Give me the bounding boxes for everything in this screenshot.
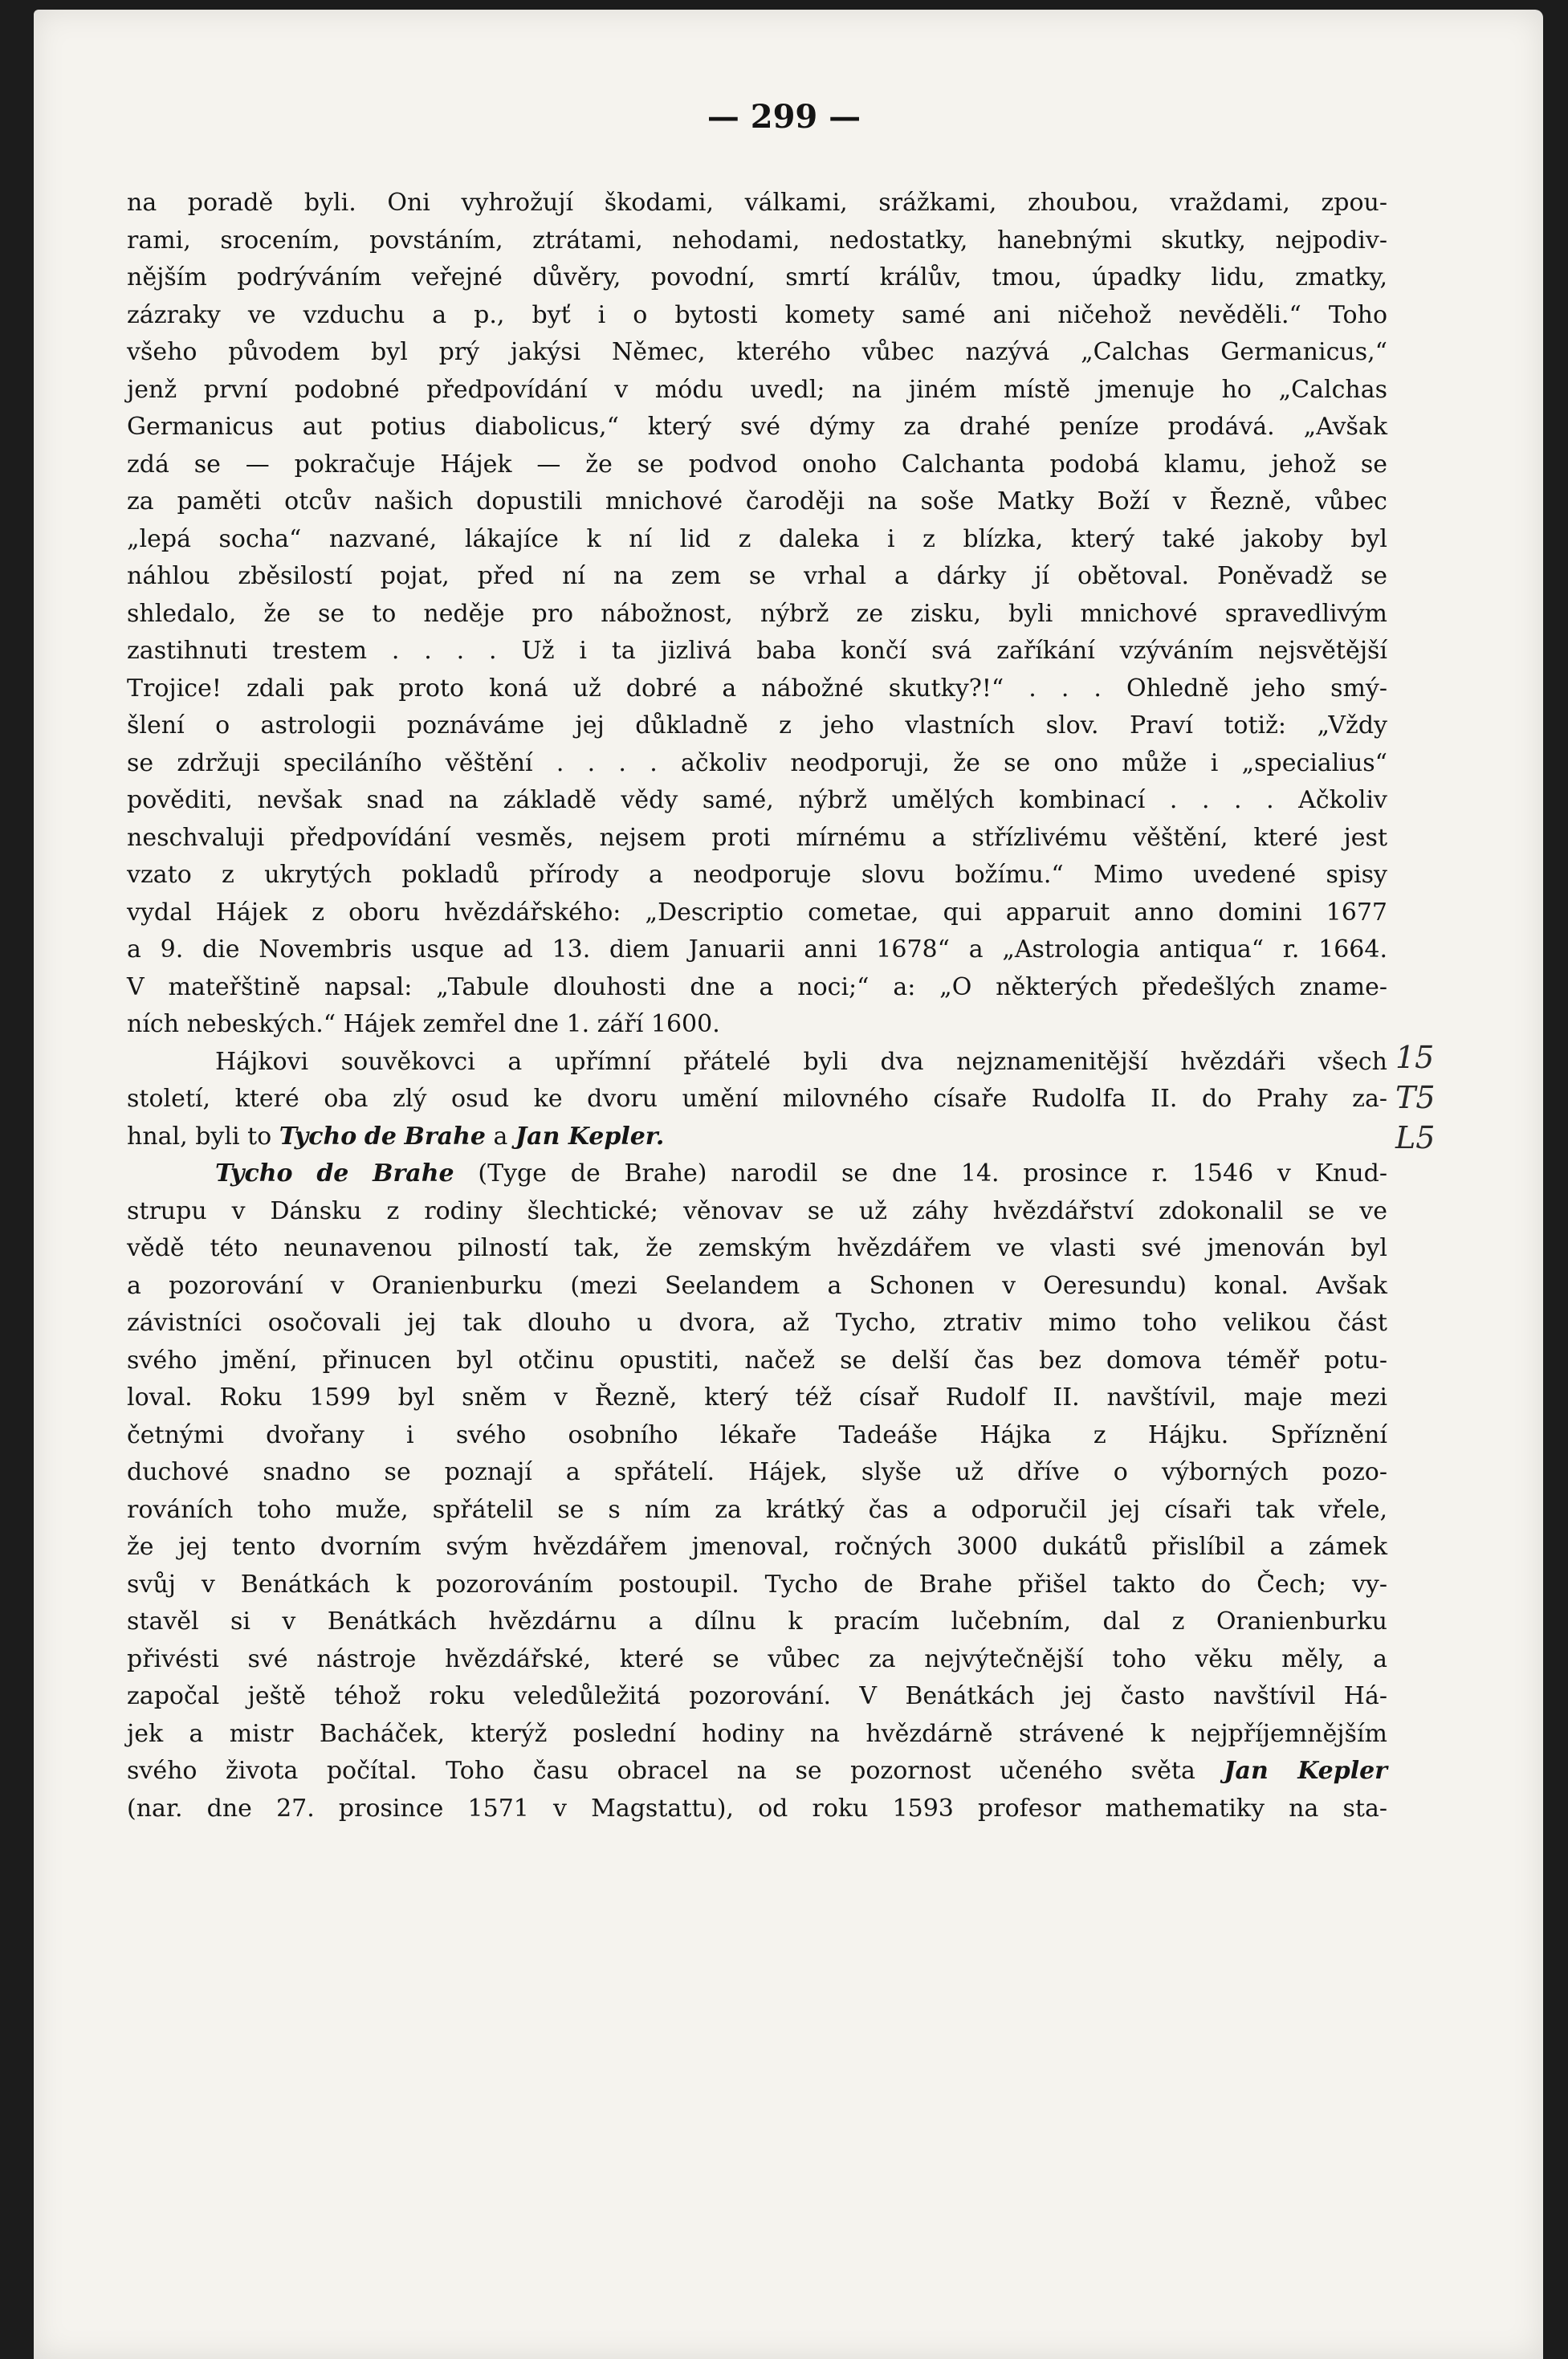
text-line: náhlou zběsilostí pojat, před ní na zem se vrhal a dárky jí obětoval. Poněvadž se xyxy=(127,562,1387,590)
page-number: — 299 — xyxy=(707,98,861,136)
margin-note: T5 xyxy=(1395,1080,1436,1115)
text-line-names xyxy=(127,1753,1387,1791)
margin-note: 15 xyxy=(1395,1040,1435,1075)
paragraph-start-line xyxy=(127,1155,1387,1193)
text-line: Trojice! zdali pak proto koná už dobré a nábožné skutky?!“ . . . Ohledně jeho smý- xyxy=(127,674,1387,703)
text-line: svého jmění, přinucen byl otčinu opustiti, načež se delší čas bez domova téměř potu- xyxy=(127,1346,1387,1375)
name-tycho: Tycho xyxy=(279,1122,357,1151)
text-line: na poradě byli. Oni vyhrožují škodami, válkami, srážkami, zhoubou, vraždami, zpou- xyxy=(127,189,1387,217)
text-line: Germanicus aut potius diabolicus,“ který své dýmy za drahé peníze prodává. „Avšak xyxy=(127,413,1387,441)
text-line: a 9. die Novembris usque ad 13. diem Januarii anni 1678“ a „Astrologia antiqua“ r. 1664. xyxy=(127,935,1387,964)
margin-note: L5 xyxy=(1395,1120,1436,1155)
text-line: přivésti své nástroje hvězdářské, které se vůbec za nejvýtečnější toho věku měly, a xyxy=(127,1644,1387,1673)
name-de: de xyxy=(364,1122,397,1151)
text-line: loval. Roku 1599 byl sněm v Řezně, který též císař Rudolf II. navštívil, maje mezi xyxy=(127,1383,1387,1412)
text-line: V mateřštině napsal: „Tabule dlouhosti dne a noci;“ a: „O některých předešlých zname- xyxy=(127,972,1387,1001)
text-line: započal ještě téhož roku veledůležitá pozorování. V Benátkách jej často navštívil Há- xyxy=(127,1682,1387,1710)
name-tycho: Tycho xyxy=(215,1159,293,1188)
paragraph-start-line: Hájkovi souvěkovci a upřímní přátelé byli dva nejznamenitější hvězdáři všech xyxy=(215,1047,1387,1076)
text-line: pověditi, nevšak snad na základě vědy samé, nýbrž umělých kombinací . . . . Ačkoliv xyxy=(127,786,1387,814)
text-line: stavěl si v Benátkách hvězdárnu a dílnu k pracím lučebním, dal z Oranienburku xyxy=(127,1607,1387,1636)
name-brahe: Brahe xyxy=(373,1159,454,1188)
text-line: vzato z ukrytých pokladů přírody a neodporuje slovu božímu.“ Mimo uvedené spisy xyxy=(127,861,1387,889)
text-line: všeho původem byl prý jakýsi Němec, kterého vůbec nazývá „Calchas Germanicus,“ xyxy=(127,338,1387,366)
text-fragment: svého života počítal. Toho času obracel na se pozornost učeného světa xyxy=(127,1757,1224,1785)
text-fragment: (Tyge de Brahe) narodil se dne 14. prosince r. 1546 v Knud- xyxy=(478,1159,1388,1188)
text-line: vydal Hájek z oboru hvězdářského: „Descriptio cometae, qui apparuit anno domini 1677 xyxy=(127,898,1387,927)
conjunction: a xyxy=(493,1122,508,1151)
text-line: „lepá socha“ nazvané, lákajíce k ní lid z daleka i z blízka, který také jakoby byl xyxy=(127,524,1387,553)
text-line: že jej tento dvorním svým hvězdářem jmenoval, ročných 3000 dukátů přislíbil a zámek xyxy=(127,1533,1387,1561)
text-line: strupu v Dánsku z rodiny šlechtické; věnovav se už záhy hvězdářství zdokonalil se ve xyxy=(127,1196,1387,1225)
name-de: de xyxy=(316,1159,349,1188)
text-line: se zdržuji speciláního věštění . . . . ačkoliv neodporuji, že se ono může i „specialius“ xyxy=(127,748,1387,777)
name-brahe: Brahe xyxy=(404,1122,486,1151)
text-line: ních nebeských.“ Hájek zemřel dne 1. září 1600. xyxy=(127,1010,720,1038)
text-line: neschvaluji předpovídání vesměs, nejsem proti mírnému a střízlivému věštění, které jest xyxy=(127,823,1387,852)
text-line: duchové snadno se poznají a spřátelí. Hájek, slyše už dříve o výborných pozo- xyxy=(127,1458,1387,1486)
body-text xyxy=(127,185,1387,1827)
text-line: století, které oba zlý osud ke dvoru umění milovného císaře Rudolfa II. do Prahy za- xyxy=(127,1085,1387,1113)
text-line: rováních toho muže, spřátelil se s ním za krátký čas a odporučil jej císaři tak vřele, xyxy=(127,1495,1387,1524)
text-line: svůj v Benátkách k pozorováním postoupil. Tycho de Brahe přišel takto do Čech; vy- xyxy=(127,1570,1387,1599)
text-line: četnými dvořany i svého osobního lékaře Tadeáše Hájka z Hájku. Spříznění xyxy=(127,1420,1387,1449)
text-line: vědě této neunavenou pilností tak, že zemským hvězdářem ve vlasti své jmenován byl xyxy=(127,1234,1387,1262)
text-line: a pozorování v Oranienburku (mezi Seelandem a Schonen v Oeresundu) konal. Avšak xyxy=(127,1271,1387,1300)
text-line: šlení o astrologii poznáváme jej důkladně z jeho vlastních slov. Praví totiž: „Vždy xyxy=(127,711,1387,739)
text-line: jek a mistr Bacháček, kterýž poslední hodiny na hvězdárně strávené k nejpříjemnějším xyxy=(127,1719,1387,1748)
name-kepler: Jan Kepler xyxy=(1224,1757,1387,1785)
text-line: zázraky ve vzduchu a p., byť i o bytosti komety samé ani ničehož nevěděli.“ Toho xyxy=(127,300,1387,329)
text-line: zdá se — pokračuje Hájek — že se podvod onoho Calchanta podobá klamu, jehož se xyxy=(127,450,1387,479)
text-line: rami, srocením, povstáním, ztrátami, nehodami, nedostatky, hanebnými skutky, nejpodiv- xyxy=(127,226,1387,255)
text-line: nějším podrýváním veřejné důvěry, povodní, smrtí králův, tmou, úpadky lidu, zmatky, xyxy=(127,263,1387,291)
text-line: za paměti otcův našich dopustili mnichové čaroději na soše Matky Boží v Řezně, vůbec xyxy=(127,487,1387,515)
text-fragment: hnal, byli to xyxy=(127,1122,279,1151)
text-line-names xyxy=(127,1118,1387,1156)
name-kepler: Jan Kepler. xyxy=(515,1122,665,1151)
text-line: závistníci osočovali jej tak dlouho u dvora, až Tycho, ztrativ mimo toho velikou část xyxy=(127,1309,1387,1337)
text-line: (nar. dne 27. prosince 1571 v Magstattu), od roku 1593 profesor mathematiky na sta- xyxy=(127,1794,1387,1823)
text-line: shledalo, že se to neděje pro nábožnost, nýbrž ze zisku, byli mnichové spravedlivým xyxy=(127,599,1387,628)
text-line: jenž první podobné předpovídání v módu uvedl; na jiném místě jmenuje ho „Calchas xyxy=(127,375,1387,404)
text-line: zastihnuti trestem . . . . Už i ta jizlivá baba končí svá zaříkání vzýváním nejsvětější xyxy=(127,637,1387,665)
